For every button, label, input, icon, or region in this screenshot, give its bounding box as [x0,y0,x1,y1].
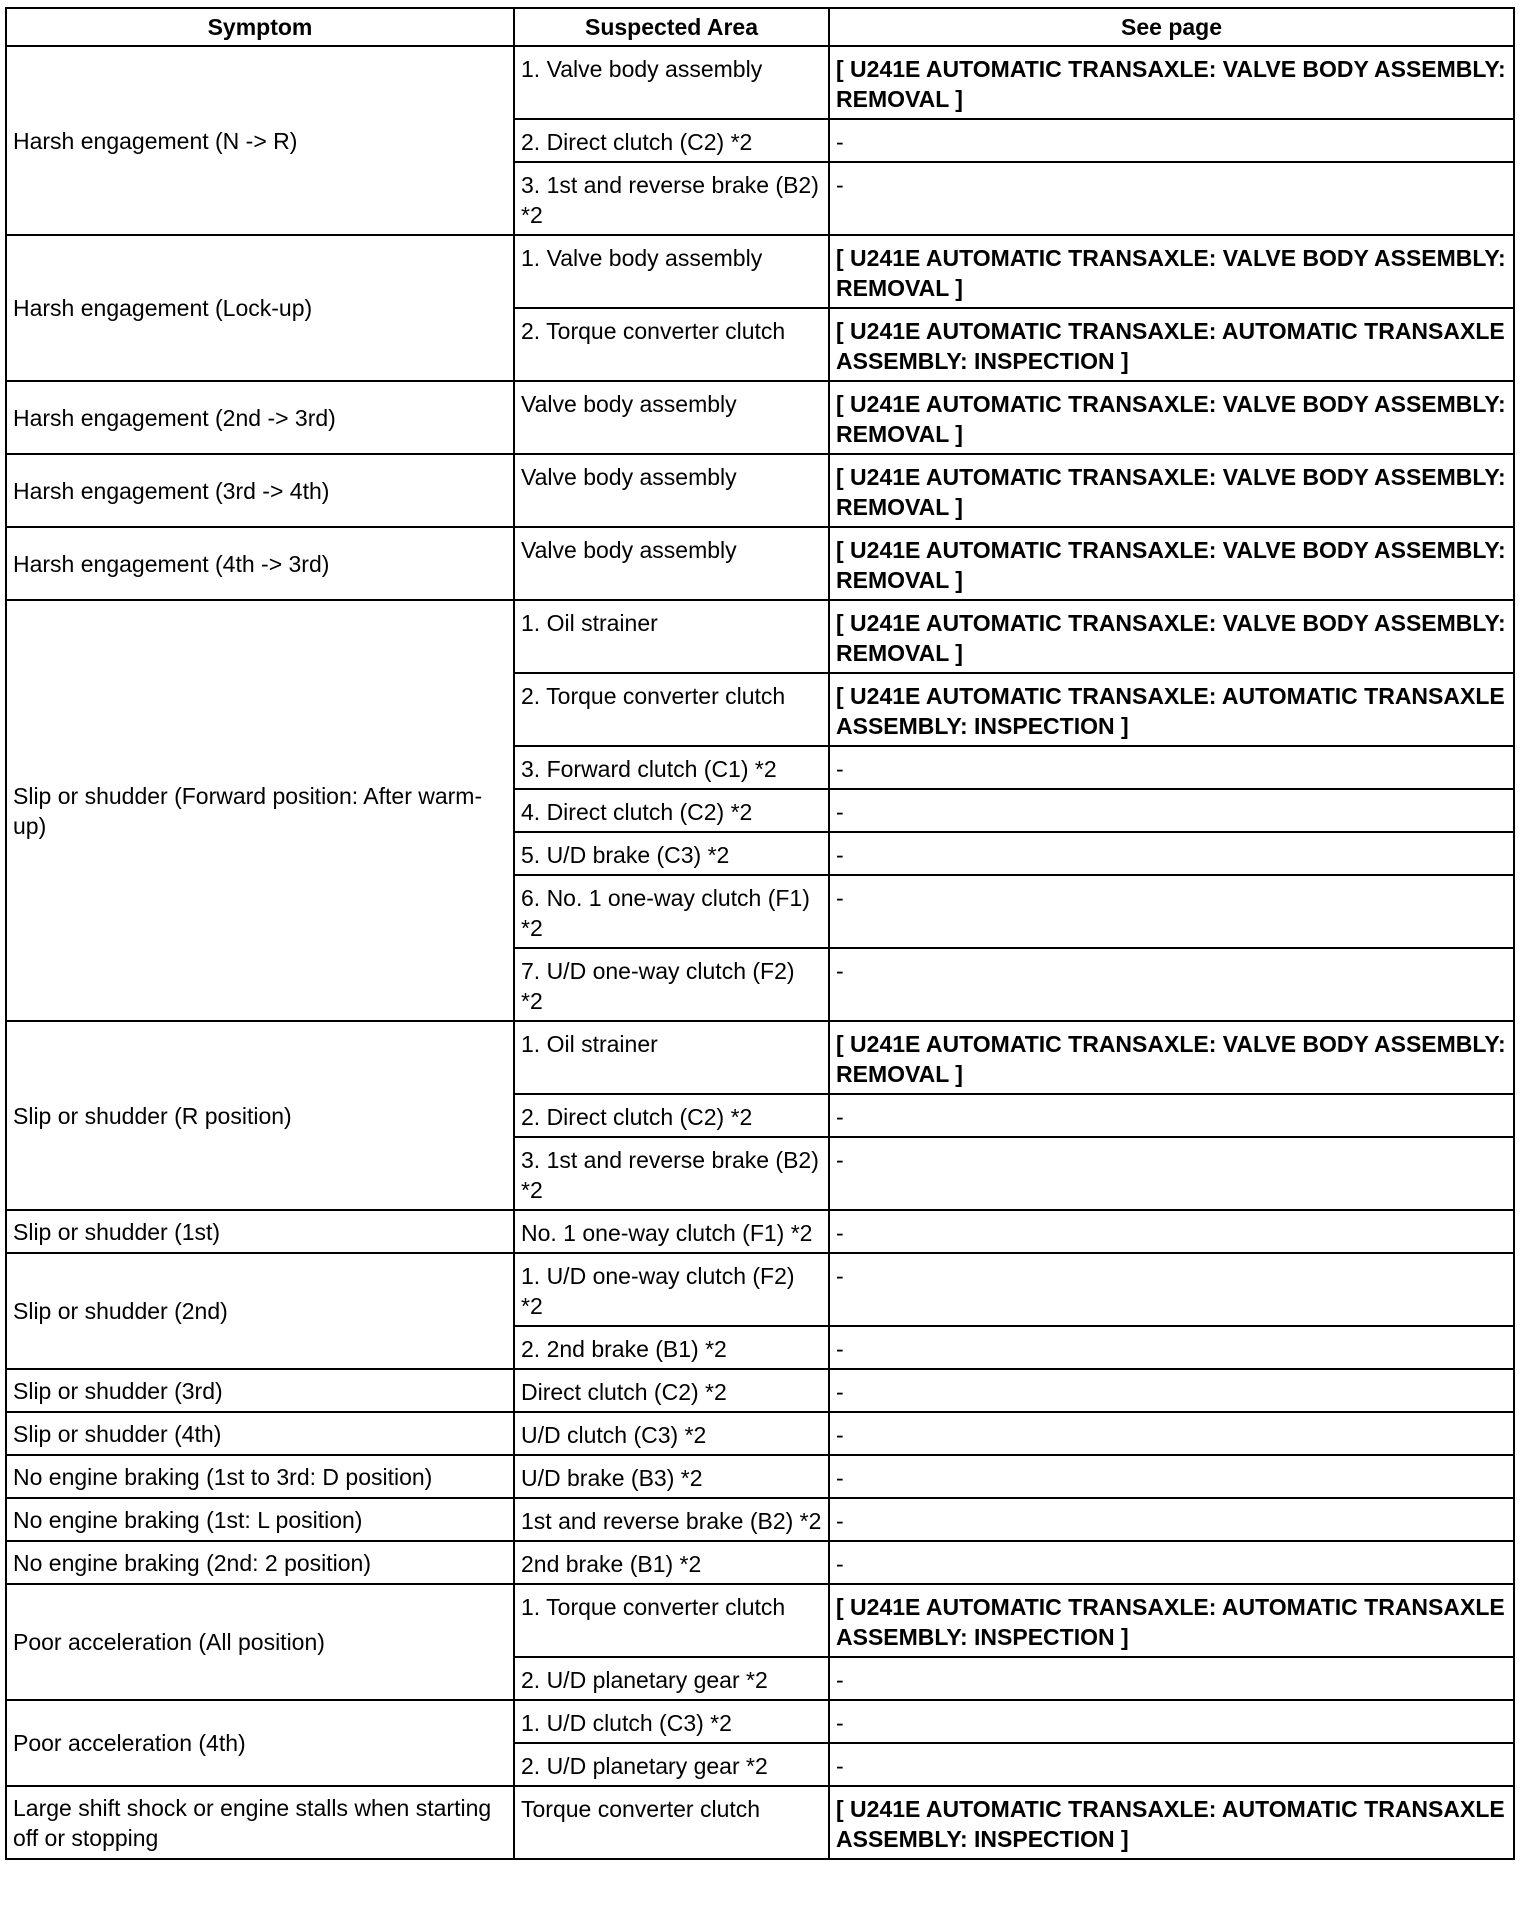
suspected-area-cell: 1. Torque converter clutch [514,1584,829,1657]
suspected-area-cell: 4. Direct clutch (C2) *2 [514,789,829,832]
table-row [6,381,1514,454]
suspected-area-cell: 1. Oil strainer [514,600,829,673]
see-page-reference: [ U241E AUTOMATIC TRANSAXLE: AUTOMATIC TRANSAXLE ASSEMBLY: INSPECTION ] [829,308,1514,381]
suspected-area-cell: 2. 2nd brake (B1) *2 [514,1326,829,1369]
table-row [6,527,1514,600]
table-row [6,600,1514,673]
table-row [6,1455,1514,1498]
symptom-cell: Slip or shudder (2nd) [6,1253,514,1369]
see-page-reference: [ U241E AUTOMATIC TRANSAXLE: AUTOMATIC TRANSAXLE ASSEMBLY: INSPECTION ] [829,1584,1514,1657]
header-row [6,8,1514,46]
see-page-reference: [ U241E AUTOMATIC TRANSAXLE: AUTOMATIC TRANSAXLE ASSEMBLY: INSPECTION ] [829,673,1514,746]
suspected-area-cell: Valve body assembly [514,454,829,527]
see-page-cell: - [829,1657,1514,1700]
symptom-cell: No engine braking (2nd: 2 position) [6,1541,514,1584]
suspected-area-cell: 2. Direct clutch (C2) *2 [514,1094,829,1137]
table-row [6,235,1514,308]
table-row [6,1412,1514,1455]
suspected-area-cell: 1. Valve body assembly [514,235,829,308]
table-row [6,1369,1514,1412]
see-page-cell: - [829,1743,1514,1786]
suspected-area-cell: U/D clutch (C3) *2 [514,1412,829,1455]
see-page-cell: - [829,119,1514,162]
see-page-reference: [ U241E AUTOMATIC TRANSAXLE: VALVE BODY ASSEMBLY: REMOVAL ] [829,46,1514,119]
suspected-area-cell: 5. U/D brake (C3) *2 [514,832,829,875]
table-row [6,1253,1514,1326]
see-page-cell: - [829,1094,1514,1137]
see-page-reference: [ U241E AUTOMATIC TRANSAXLE: VALVE BODY ASSEMBLY: REMOVAL ] [829,1021,1514,1094]
table-row [6,1584,1514,1657]
see-page-cell: - [829,789,1514,832]
see-page-reference: [ U241E AUTOMATIC TRANSAXLE: VALVE BODY ASSEMBLY: REMOVAL ] [829,381,1514,454]
table-row [6,46,1514,119]
suspected-area-cell: Direct clutch (C2) *2 [514,1369,829,1412]
table-row [6,1700,1514,1743]
table-row [6,1786,1514,1859]
symptom-table [5,7,1515,1860]
table-row [6,1541,1514,1584]
see-page-cell: - [829,1326,1514,1369]
suspected-area-cell: Torque converter clutch [514,1786,829,1859]
symptom-cell: Harsh engagement (2nd -> 3rd) [6,381,514,454]
symptom-cell: Slip or shudder (1st) [6,1210,514,1253]
symptom-cell: Harsh engagement (N -> R) [6,46,514,235]
suspected-area-cell: 1. Oil strainer [514,1021,829,1094]
header-suspected-area: Suspected Area [514,8,829,46]
suspected-area-cell: 2nd brake (B1) *2 [514,1541,829,1584]
troubleshooting-document [5,7,1513,1860]
table-row [6,1210,1514,1253]
suspected-area-cell: 2. U/D planetary gear *2 [514,1657,829,1700]
suspected-area-cell: 2. Torque converter clutch [514,673,829,746]
suspected-area-cell: 3. 1st and reverse brake (B2) *2 [514,162,829,235]
suspected-area-cell: No. 1 one-way clutch (F1) *2 [514,1210,829,1253]
table-row [6,1021,1514,1094]
see-page-cell: - [829,1137,1514,1210]
symptom-cell: Slip or shudder (Forward position: After warm-up) [6,600,514,1021]
suspected-area-cell: 1. U/D clutch (C3) *2 [514,1700,829,1743]
see-page-cell: - [829,948,1514,1021]
table-row [6,454,1514,527]
see-page-cell: - [829,1369,1514,1412]
suspected-area-cell: U/D brake (B3) *2 [514,1455,829,1498]
symptom-cell: Poor acceleration (All position) [6,1584,514,1700]
see-page-reference: [ U241E AUTOMATIC TRANSAXLE: VALVE BODY ASSEMBLY: REMOVAL ] [829,527,1514,600]
see-page-reference: [ U241E AUTOMATIC TRANSAXLE: VALVE BODY ASSEMBLY: REMOVAL ] [829,454,1514,527]
suspected-area-cell: 6. No. 1 one-way clutch (F1) *2 [514,875,829,948]
see-page-cell: - [829,875,1514,948]
see-page-reference: [ U241E AUTOMATIC TRANSAXLE: VALVE BODY ASSEMBLY: REMOVAL ] [829,600,1514,673]
suspected-area-cell: 3. Forward clutch (C1) *2 [514,746,829,789]
see-page-cell: - [829,1210,1514,1253]
symptom-cell: Poor acceleration (4th) [6,1700,514,1786]
see-page-cell: - [829,832,1514,875]
suspected-area-cell: 1st and reverse brake (B2) *2 [514,1498,829,1541]
see-page-cell: - [829,1498,1514,1541]
symptom-cell: Slip or shudder (4th) [6,1412,514,1455]
table-body [6,46,1514,1859]
see-page-reference: [ U241E AUTOMATIC TRANSAXLE: AUTOMATIC TRANSAXLE ASSEMBLY: INSPECTION ] [829,1786,1514,1859]
symptom-cell: Slip or shudder (3rd) [6,1369,514,1412]
suspected-area-cell: 3. 1st and reverse brake (B2) *2 [514,1137,829,1210]
see-page-reference: [ U241E AUTOMATIC TRANSAXLE: VALVE BODY ASSEMBLY: REMOVAL ] [829,235,1514,308]
symptom-cell: Slip or shudder (R position) [6,1021,514,1210]
see-page-cell: - [829,1253,1514,1326]
symptom-cell: Large shift shock or engine stalls when starting off or stopping [6,1786,514,1859]
suspected-area-cell: 2. Direct clutch (C2) *2 [514,119,829,162]
see-page-cell: - [829,1541,1514,1584]
symptom-cell: Harsh engagement (3rd -> 4th) [6,454,514,527]
symptom-cell: Harsh engagement (4th -> 3rd) [6,527,514,600]
see-page-cell: - [829,746,1514,789]
suspected-area-cell: 1. Valve body assembly [514,46,829,119]
suspected-area-cell: 2. Torque converter clutch [514,308,829,381]
see-page-cell: - [829,1700,1514,1743]
suspected-area-cell: 7. U/D one-way clutch (F2) *2 [514,948,829,1021]
see-page-cell: - [829,162,1514,235]
suspected-area-cell: Valve body assembly [514,381,829,454]
symptom-cell: Harsh engagement (Lock-up) [6,235,514,381]
table-header [6,8,1514,46]
symptom-cell: No engine braking (1st to 3rd: D position) [6,1455,514,1498]
header-see-page: See page [829,8,1514,46]
symptom-cell: No engine braking (1st: L position) [6,1498,514,1541]
suspected-area-cell: 1. U/D one-way clutch (F2) *2 [514,1253,829,1326]
suspected-area-cell: Valve body assembly [514,527,829,600]
see-page-cell: - [829,1412,1514,1455]
suspected-area-cell: 2. U/D planetary gear *2 [514,1743,829,1786]
see-page-cell: - [829,1455,1514,1498]
table-row [6,1498,1514,1541]
header-symptom: Symptom [6,8,514,46]
